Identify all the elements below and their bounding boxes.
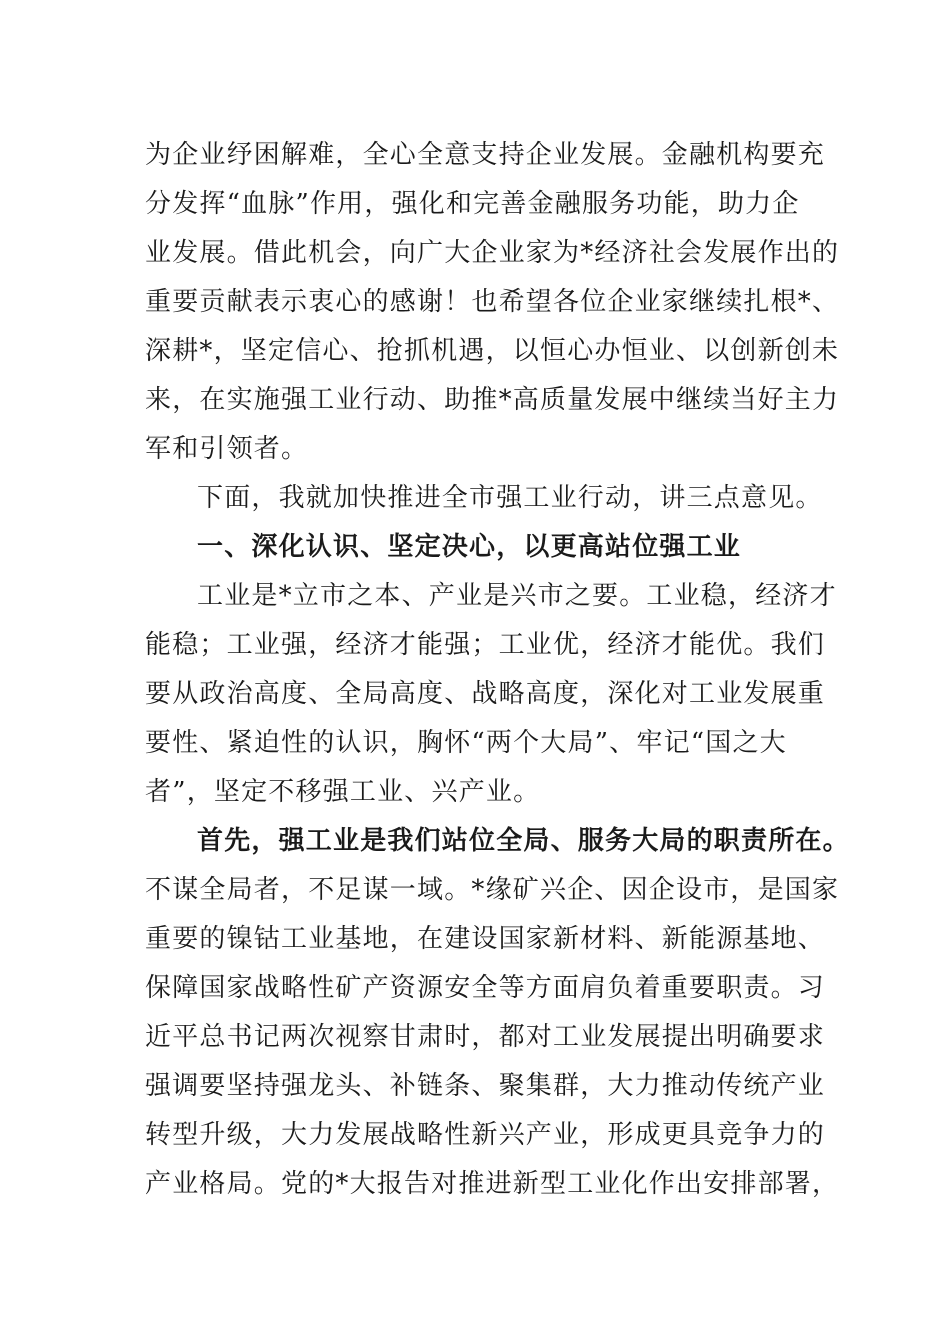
paragraph-line: 军和引领者。 xyxy=(145,434,309,464)
paragraph-line: 深耕*，坚定信心、抢抓机遇，以恒心办恒业、以创新创未 xyxy=(145,336,840,366)
paragraph-line: 能稳；工业强，经济才能强；工业优，经济才能优。我们 xyxy=(145,630,826,660)
paragraph-line: 为企业纾困解难，全心全意支持企业发展。金融机构要充 xyxy=(145,140,826,170)
paragraph-line: 来，在实施强工业行动、助推*高质量发展中继续当好主力 xyxy=(145,385,840,415)
document-body xyxy=(145,131,850,1209)
paragraph-line: 不谋全局者，不足谋一域。*缘矿兴企、因企设市，是国家 xyxy=(145,875,840,905)
paragraph-lead-sentence: 首先，强工业是我们站位全局、服务大局的职责所在。 xyxy=(197,826,850,856)
paragraph-line: 转型升级，大力发展战略性新兴产业，形成更具竞争力的 xyxy=(145,1120,826,1150)
paragraph-line: 保障国家战略性矿产资源安全等方面肩负着重要职责。习 xyxy=(145,973,826,1003)
paragraph-line: 者”，坚定不移强工业、兴产业。 xyxy=(145,777,541,807)
paragraph-line: 下面，我就加快推进全市强工业行动，讲三点意见。 xyxy=(197,483,823,513)
paragraph-line: 产业格局。党的*大报告对推进新型工业化作出安排部署， xyxy=(145,1169,840,1199)
paragraph-line: 工业是*立市之本、产业是兴市之要。工业稳，经济才 xyxy=(197,581,837,611)
paragraph-line: 要从政治高度、全局高度、战略高度，深化对工业发展重 xyxy=(145,679,826,709)
paragraph-line: 重要贡献表示衷心的感谢！也希望各位企业家继续扎根*、 xyxy=(145,287,840,317)
paragraph-line: 业发展。借此机会，向广大企业家为*经济社会发展作出的 xyxy=(145,238,840,268)
section-heading: 一、深化认识、坚定决心，以更高站位强工业 xyxy=(197,532,742,562)
paragraph-line: 重要的镍钴工业基地，在建设国家新材料、新能源基地、 xyxy=(145,924,826,954)
paragraph-line: 分发挥“血脉”作用，强化和完善金融服务功能，助力企 xyxy=(145,189,800,219)
paragraph-line: 强调要坚持强龙头、补链条、聚集群，大力推动传统产业 xyxy=(145,1071,826,1101)
paragraph-line: 要性、紧迫性的认识，胸怀“两个大局”、牢记“国之大 xyxy=(145,728,787,758)
paragraph-line: 近平总书记两次视察甘肃时，都对工业发展提出明确要求 xyxy=(145,1022,826,1052)
